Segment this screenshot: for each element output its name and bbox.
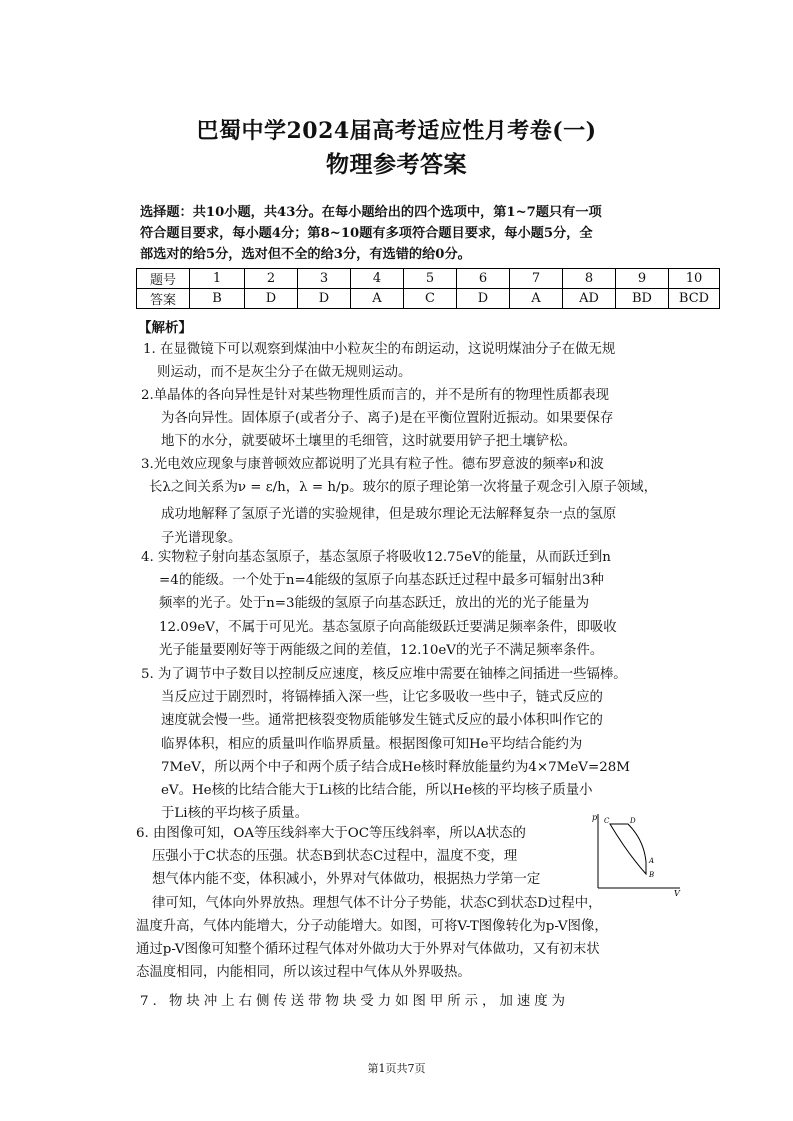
text-line: 成功地解释了氢原子光谱的实验规律，但是玻尔理论无法解释复杂一点的氢原 [161,507,617,523]
text-line: 6. 由图像可知，OA等压线斜率大于OC等压线斜率，所以A状态的 [136,826,526,841]
intro-line: 部选对的给5分，选对但不全的给3分，有选错的给0分。 [140,247,471,262]
table-cell: 5 [404,269,457,289]
text-line: 子光谱现象。 [161,530,242,546]
text-line: 通过p-V图像可知整个循环过程气体对外做功大于外界对气体做功，又有初末状 [136,942,600,958]
intro-line: 符合题目要求，每小题4分；第8~10题有多项符合题目要求，每小题5分，全 [140,226,593,241]
text-line: eV。He核的比结合能大于Li核的比结合能，所以He核的平均核子质量小 [161,783,593,799]
analysis-item-2 [141,384,671,454]
exam-subtitle: 物理参考答案 [326,151,467,178]
table-cell: A [510,289,563,309]
table-cell: BD [616,289,669,309]
point-label-c: C [604,817,610,825]
table-cell: 9 [616,269,669,289]
text-line: 速度就会慢一些。通常把核裂变物质能够发生链式反应的最小体积叫作它的 [161,713,603,729]
table-cell: C [404,289,457,309]
text-line: 地下的水分，就要破坏土壤里的毛细管，这时就要用铲子把土壤铲松。 [161,434,577,450]
text-line: 温度升高，气体内能增大，分子动能增大。如图，可将V-T图像转化为p-V图像， [136,918,608,934]
table-cell: 6 [457,269,510,289]
table-label-cell: 题号 [137,269,190,289]
point-label-b: B [649,871,655,879]
table-cell: 1 [190,269,245,289]
text-line: 想气体内能不变，体积减小，外界对气体做功，根据热力学第一定 [152,872,541,888]
text-line: 长λ之间关系为ν = ε/h，λ = h/p。玻尔的原子理论第一次将量子观念引入原子领域， [149,480,658,496]
table-row-numbers [137,269,720,289]
intro-paragraph [140,202,660,265]
analysis-heading: 【解析】 [138,320,192,336]
answer-table [136,268,720,309]
table-cell: B [190,289,245,309]
text-line: 则运动，而不是灰尘分子在做无规则运动。 [157,365,412,381]
analysis-item-3 [141,453,671,550]
text-line: 5. 为了调节中子数目以控制反应速度，核反应堆中需要在铀棒之间插进一些镉棒。 [141,667,627,682]
text-line: =4的能级。一个处于n=4能级的氢原子向基态跃迁过程中最多可辐射出3种 [159,573,604,589]
point-label-a: A [649,857,655,865]
table-cell: 2 [245,269,298,289]
text-line: 2.单晶体的各向异性是针对某些物理性质而言的，并不是所有的物理性质都表现 [141,388,610,403]
analysis-item-4 [141,546,671,662]
analysis-item-6 [136,822,666,984]
table-cell: 3 [298,269,351,289]
table-cell: 10 [669,269,720,289]
text-line: 当反应过于剧烈时，将镉棒插入深一些，让它多吸收一些中子，链式反应的 [161,690,603,706]
exam-title: 巴蜀中学2024届高考适应性月考卷(一) [196,118,597,144]
point-label-d: D [630,817,636,825]
text-line: 7MeV，所以两个中子和两个质子结合成He核时释放能量约为4×7MeV=28M [161,759,630,775]
table-cell: D [298,289,351,309]
table-row-answers [137,289,720,309]
table-cell: D [245,289,298,309]
text-line: 律可知，气体向外界放热。理想气体不计分子势能，状态C到状态D过程中， [152,895,602,911]
text-line: 于Li核的平均核子质量。 [161,806,309,822]
intro-line: 选择题：共10小题，共43分。在每小题给出的四个选项中，第1~7题只有一项 [140,205,602,220]
analysis-item-7 [140,990,670,1013]
text-line: 态温度相同，内能相同，所以该过程中气体从外界吸热。 [136,965,471,981]
page-footer: 第1页共7页 [367,1062,426,1075]
table-cell: A [351,289,404,309]
table-cell: BCD [669,289,720,309]
text-line: 7. 物块冲上右侧传送带物块受力如图甲所示，加速度为 [140,994,570,1009]
text-line: 1. 在显微镜下可以观察到煤油中小粒灰尘的布朗运动，这说明煤油分子在做无规 [143,342,616,357]
analysis-item-1 [143,338,673,384]
text-line: 12.09eV，不属于可见光。基态氢原子向高能级跃迁要满足频率条件，即吸收 [159,619,617,635]
table-cell: 7 [510,269,563,289]
axis-label-p: p [592,813,598,822]
text-line: 3.光电效应现象与康普顿效应都说明了光具有粒子性。德布罗意波的频率ν和波 [141,457,604,472]
table-cell: D [457,289,510,309]
table-label-cell: 答案 [137,289,190,309]
text-line: 光子能量要刚好等于两能级之间的差值，12.10eV的光子不满足频率条件。 [159,642,604,658]
analysis-item-5 [141,663,676,825]
table-cell: 8 [563,269,616,289]
text-line: 为各向异性。固体原子(或者分子、离子)是在平衡位置附近振动。如果要保存 [161,411,614,427]
axis-label-v: V [674,889,680,896]
text-line: 4. 实物粒子射向基态氢原子，基态氢原子将吸收12.75eV的能量，从而跃迁到n [141,550,611,565]
text-line: 临界体积，相应的质量叫作临界质量。根据图像可知He平均结合能约为 [161,736,583,752]
text-line: 压强小于C状态的压强。状态B到状态C过程中，温度不变，理 [152,849,518,865]
table-cell: AD [563,289,616,309]
text-line: 频率的光子。处于n=3能级的氢原子向基态跃迁，放出的光的光子能量为 [159,596,590,612]
table-cell: 4 [351,269,404,289]
